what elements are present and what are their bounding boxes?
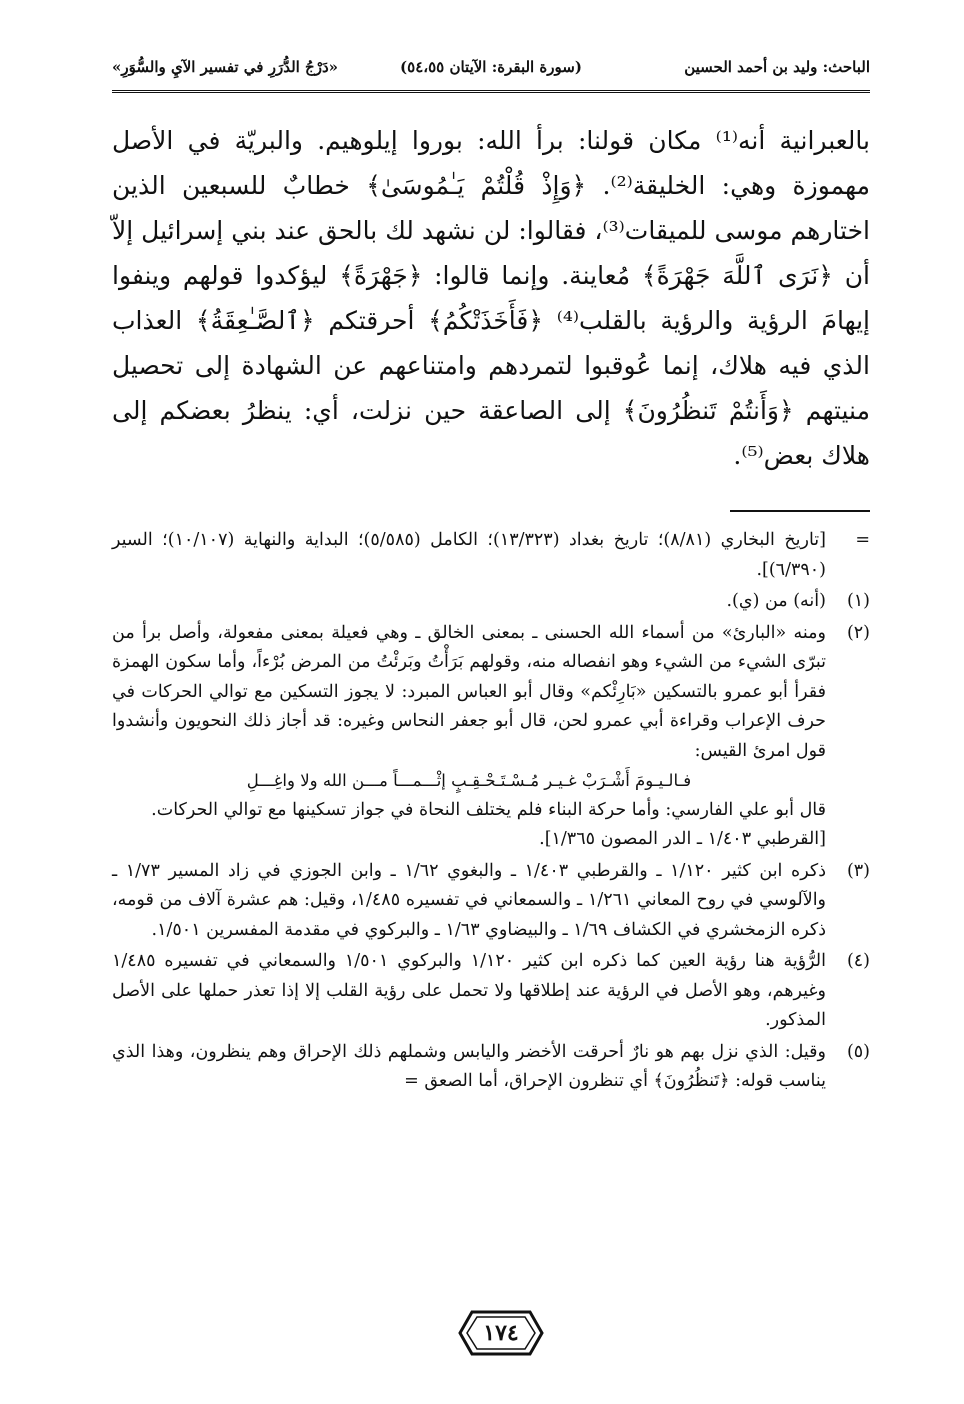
footnote-marker: = — [855, 530, 870, 550]
footnote-number: (٤) — [846, 951, 870, 971]
footnote-text: [تاريخ البخاري (٨/٨١)؛ تاريخ بغداد (١٣/٣٢٣)؛ الكامل (٥/٥٨٥)؛ البداية والنهاية (١٠/١٠٧)؛ السير (٦/٣٩٠)]. — [112, 530, 826, 580]
running-header — [112, 58, 870, 80]
page-number: ١٧٤ — [483, 1320, 519, 1346]
footnote-3 — [112, 857, 870, 946]
footnote-separator — [730, 510, 870, 512]
footnote-text: قال أبو علي الفارسي: وأما حركة البناء فلم يختلف النحاة في جواز تسكينها مع توالي الحركات. — [151, 799, 826, 820]
footnote-text: (أنه) من (ي). — [726, 591, 826, 611]
footnote-number: (٣) — [846, 860, 870, 881]
footnote-text: ومنه «البارئ» من أسماء الله الحسنى ـ بمعنى الخالق ـ وهي فعيلة بمعنى مفعولة، وأصل برأ من تبرّى الشيء من الشيء وهو انفصاله منه، وقولهم بَرَأْتُ وبَرئْتُ من المرض بُرْءاً، وأما سكون الهمزة فقرأ أبو عمرو بالتسكين «بَارِئْكم» وقال أبو العباس المبرد: لا يجوز التسكين مع توالي الحركات في حرف الإعراب وقراءة أبي عمرو لحن، قال أبو جعفر النحاس وغيره: قد أجاز ذلك النحويون وأنشدوا قول امرئ القيس: — [112, 622, 826, 761]
footnote-continued — [112, 526, 870, 585]
main-text — [112, 118, 870, 478]
main-paragraph: بالعبرانية أنه⁽¹⁾ مكان قولنا: برأ الله: بوروا إيلوهيم. والبريّة في الأصل مهموزة وهي: الخليقة⁽²⁾. ﴿وَإِذْ قُلْتُمْ يَـٰمُوسَىٰ﴾ خطابٌ للسبعين الذين اختارهم موسى للميقات⁽³⁾، فقالوا: لن نشهد لك بالحق عند بني إسرائيل إلاّ أن ﴿نَرَى ٱللَّهَ جَهْرَةً﴾ مُعاينة. وإنما قالوا: ﴿جَهْرَةً﴾ ليؤكدوا قولهم وينفوا إيهامَ الرؤية والرؤية بالقلب⁽⁴⁾ ﴿فَأَخَذَتْكُمُ﴾ أحرقتكم ﴿ٱلصَّـٰعِقَةُ﴾ العذاب الذي فيه هلاك، إنما عُوقبوا لتمردهم وامتناعهم عن الشهادة إلى تحصيل منيتهم ﴿وَأَنتُمْ تَنظُرُونَ﴾ إلى الصاعقة حين نزلت، أي: ينظرُ بعضكم إلى هلاك بعض⁽⁵⁾. — [112, 126, 870, 470]
footnote-text: ذكره ابن كثير ١/١٢٠ ـ والقرطبي ١/٤٠٣ ـ والبغوي ١/٦٢ ـ وابن الجوزي في زاد المسير ١/٧٣ ـ والآلوسي في روح المعاني ١/٢٦١ ـ والسمعاني في تفسيره ١/٤٨٥، وقيل: هم عشرة آلاف من قومه، ذكره الزمخشري في الكشاف ١/٦٩ ـ والبيضاوي ١/٦٣ ـ والبركوي في مقدمة المفسرين ١/٥٠١. — [112, 860, 827, 940]
page-number-frame — [458, 1310, 544, 1356]
footnote-1 — [112, 587, 870, 617]
footnote-number: (٢) — [846, 622, 870, 643]
footnote-2 — [112, 619, 870, 855]
footnote-number: (٥) — [846, 1041, 870, 1062]
footnote-5 — [112, 1038, 870, 1097]
header-rule — [112, 90, 870, 96]
footnote-reference: [القرطبي ١/٤٠٣ ـ الدر المصون ١/٣٦٥]. — [539, 829, 826, 849]
header-surah: (سورة البقرة: الآيتان ٥٤،٥٥) — [400, 58, 582, 76]
header-author: الباحث: وليد بن أحمد الحسين — [684, 58, 870, 76]
footnote-text: الرُّؤية هنا رؤية العين كما ذكره ابن كثير ١/١٢٠ والبركوي ١/٥٠١ والسمعاني في تفسيره ١/٤٨٥ وغيرهم، وهو الأصل في الرؤية عند إطلاقها ولا تحمل على رؤية القلب إلا إذا تعذر حملها على الأصل المذكور. — [112, 951, 827, 1030]
footnote-number: (١) — [846, 591, 870, 611]
poetry-verse: فـالـيـومَ أَشْـرَبْ غـيـر مُـسْـتَـحْـقِـبٍ إثْـــمـــاً مـــن الله ولا واغِـــلِ — [246, 771, 692, 790]
footnote-text: وقيل: الذي نزل بهم هو نارٌ أحرقت الأخضر واليابس وشملهم ذلك الإحراق وهم ينظرون، وهذا الذي يناسب قوله: ﴿تَنظُرُونَ﴾ أي تنظرون الإحراق، أما الصعق = — [112, 1041, 826, 1091]
footnote-4 — [112, 947, 870, 1036]
footnotes — [112, 526, 870, 1099]
header-book-title: «دَرْجُ الدُّرَرِ في تفسير الآيِ والسُّوَرِ» — [112, 58, 339, 76]
